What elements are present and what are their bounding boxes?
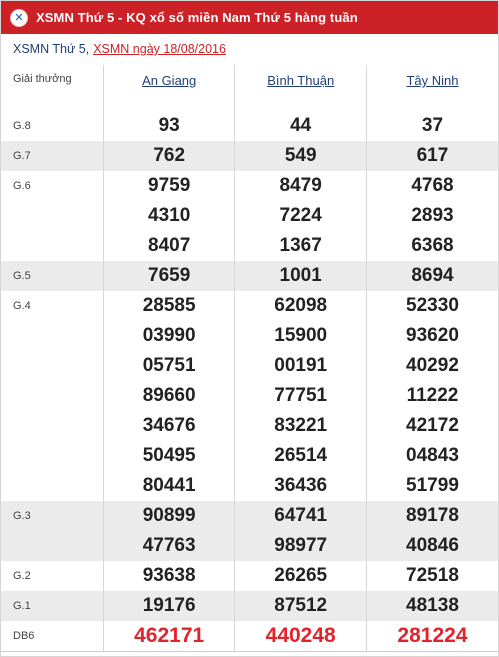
prize-cell: [366, 501, 498, 561]
prize-number: 28585: [142, 295, 196, 316]
prize-number: 26514: [274, 445, 328, 466]
prize-number: 44: [290, 115, 312, 136]
prize-number: 42172: [406, 415, 459, 436]
prize-cell: [235, 501, 367, 561]
prize-number: 93620: [406, 325, 459, 346]
prize-number: 8407: [148, 235, 191, 256]
prize-label: DB6: [1, 621, 103, 652]
header-title: XSMN Thứ 5 - KQ xổ số miền Nam Thứ 5 hàng tuần: [36, 10, 358, 25]
prize-number: 34676: [142, 415, 196, 436]
prize-cell: [366, 291, 498, 501]
prize-number: 90899: [142, 505, 196, 526]
prize-number: 15900: [274, 325, 328, 346]
prize-cell: [366, 141, 498, 171]
prize-number: 4768: [411, 175, 454, 196]
prize-cell: [235, 261, 367, 291]
prize-number: 26265: [274, 565, 328, 586]
prize-label: G.1: [1, 591, 103, 621]
prize-number: 40292: [406, 355, 459, 376]
prize-number: 617: [416, 145, 449, 166]
prize-number: 7659: [148, 265, 191, 286]
prize-cell: [235, 171, 367, 261]
prize-number: 64741: [274, 505, 328, 526]
prize-number: 89660: [142, 385, 196, 406]
prize-row-g6: [1, 171, 498, 261]
prize-number: 762: [153, 145, 186, 166]
prize-label: G.3: [1, 501, 103, 561]
date-link[interactable]: XSMN ngày 18/08/2016: [93, 42, 226, 56]
prize-number: 87512: [274, 595, 328, 616]
prize-number: 77751: [274, 385, 328, 406]
prize-number: 40846: [406, 535, 459, 556]
province-link-binh-thuan[interactable]: Bình Thuận: [267, 73, 335, 88]
prize-cell: [103, 291, 235, 501]
prize-cell: [235, 561, 367, 591]
prize-number: 80441: [142, 475, 196, 496]
prize-number: 1001: [279, 265, 322, 286]
prize-cell: [235, 111, 367, 141]
prize-number: 72518: [406, 565, 459, 586]
prize-cell: [103, 171, 235, 261]
prize-number: 62098: [274, 295, 328, 316]
prize-number: 8479: [279, 175, 322, 196]
prize-cell: [366, 171, 498, 261]
prize-number: 89178: [406, 505, 459, 526]
prize-label: G.5: [1, 261, 103, 291]
prize-number: 9759: [148, 175, 191, 196]
prize-number: 1367: [279, 235, 322, 256]
prize-number: 36436: [274, 475, 328, 496]
prize-cell: [103, 621, 235, 652]
prize-number: 11222: [406, 385, 459, 406]
prize-row-db6: [1, 621, 498, 652]
prize-label: G.4: [1, 291, 103, 501]
results-header: [1, 1, 498, 34]
prize-row-g4: [1, 291, 498, 501]
prize-cell: [235, 291, 367, 501]
province-header-tay-ninh: [366, 65, 498, 111]
prize-number: 51799: [406, 475, 459, 496]
prize-number: 00191: [274, 355, 328, 376]
prize-number: 93638: [142, 565, 196, 586]
special-prize-number: 440248: [265, 624, 336, 647]
prize-label: G.8: [1, 111, 103, 141]
province-header-an-giang: [103, 65, 235, 111]
breadcrumb-prefix: XSMN Thứ 5,: [13, 42, 90, 56]
prize-cell: [366, 261, 498, 291]
prize-cell: [366, 111, 498, 141]
prize-number: 04843: [406, 445, 459, 466]
prize-cell: [103, 141, 235, 171]
prize-number: 05751: [142, 355, 196, 376]
prize-number: 19176: [142, 595, 196, 616]
prize-number: 50495: [142, 445, 196, 466]
prize-row-g2: [1, 561, 498, 591]
prize-number: 03990: [142, 325, 196, 346]
province-link-an-giang[interactable]: An Giang: [142, 73, 197, 88]
prize-number: 8694: [411, 265, 454, 286]
prize-number: 4310: [148, 205, 191, 226]
prize-row-g1: [1, 591, 498, 621]
province-link-tay-ninh[interactable]: Tây Ninh: [406, 73, 459, 88]
prize-cell: [366, 591, 498, 621]
prize-number: 37: [421, 115, 444, 136]
prize-label: G.2: [1, 561, 103, 591]
prize-cell: [103, 111, 235, 141]
results-table: [1, 65, 498, 652]
prize-number: 83221: [274, 415, 328, 436]
prize-cell: [366, 621, 498, 652]
prize-row-g8: [1, 111, 498, 141]
lottery-logo-icon: [10, 9, 28, 27]
prize-cell: [103, 261, 235, 291]
prize-number: 7224: [279, 205, 322, 226]
special-prize-number: 462171: [134, 624, 205, 647]
province-header-binh-thuan: [235, 65, 367, 111]
prize-cell: [235, 621, 367, 652]
prize-cell: [235, 591, 367, 621]
prize-number: 2893: [411, 205, 454, 226]
prize-row-g5: [1, 261, 498, 291]
prize-label: G.7: [1, 141, 103, 171]
prize-column-header: Giải thưởng: [1, 65, 103, 111]
prize-number: 549: [284, 145, 317, 166]
breadcrumb: [1, 34, 498, 64]
prize-row-g3: [1, 501, 498, 561]
prize-number: 47763: [142, 535, 196, 556]
prize-number: 93: [158, 115, 180, 136]
prize-cell: [366, 561, 498, 591]
prize-cell: [235, 141, 367, 171]
prize-number: 98977: [274, 535, 328, 556]
prize-row-g7: [1, 141, 498, 171]
prize-label: G.6: [1, 171, 103, 261]
prize-cell: [103, 501, 235, 561]
prize-cell: [103, 561, 235, 591]
prize-cell: [103, 591, 235, 621]
prize-number: 6368: [411, 235, 454, 256]
prize-number: 48138: [406, 595, 459, 616]
special-prize-number: 281224: [397, 624, 468, 647]
table-header-row: [1, 65, 498, 111]
prize-number: 52330: [406, 295, 459, 316]
